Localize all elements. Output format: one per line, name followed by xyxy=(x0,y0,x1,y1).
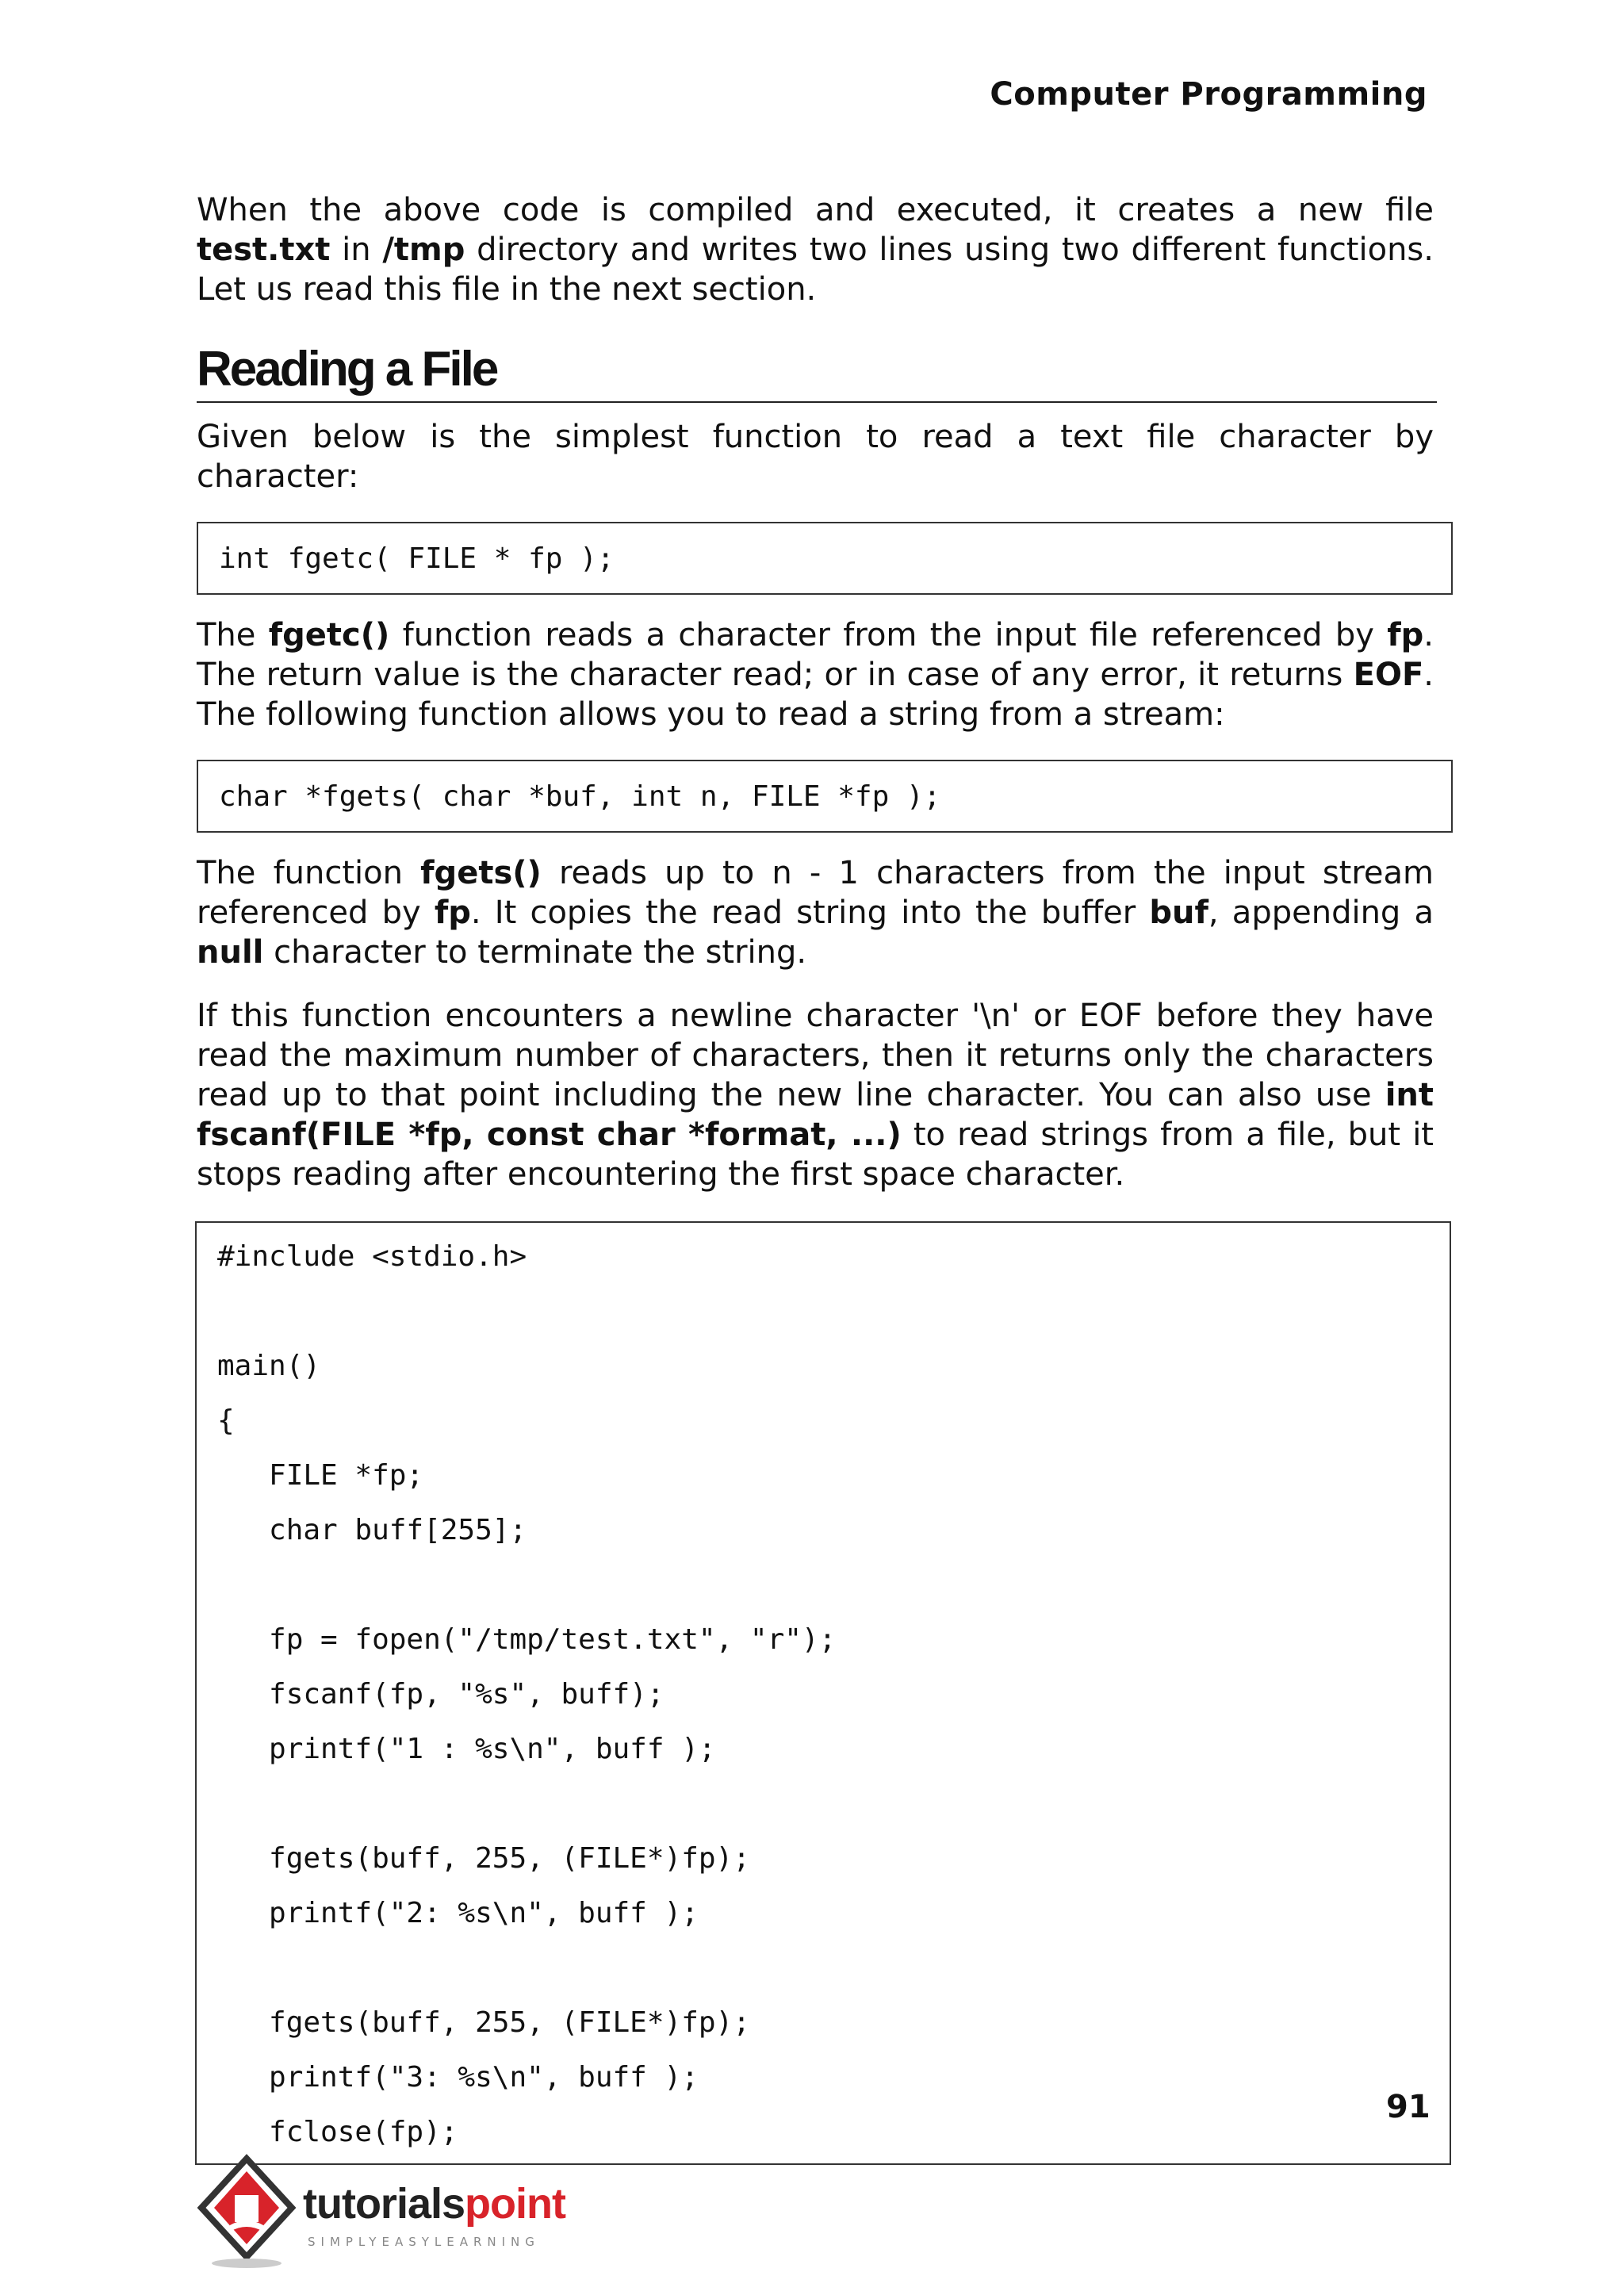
fgetc-paragraph: The fgetc() function reads a character from the input file referenced by fp. The return value is the character read; or in case of any error, it returns EOF. The following function allows you to read a string from a stream: xyxy=(197,617,1434,733)
filename-bold: test.txt xyxy=(197,232,331,268)
given-paragraph: Given below is the simplest function to read a text file character by character: xyxy=(197,419,1434,495)
code-line xyxy=(217,1293,1429,1348)
code-line: int fgetc( FILE * fp ); xyxy=(219,542,615,575)
logo-wordmark: tutorialspoint xyxy=(303,2180,565,2228)
directory-bold: /tmp xyxy=(382,232,465,268)
logo-tagline: SIMPLYEASYLEARNING xyxy=(308,2235,540,2249)
logo-diamond-icon xyxy=(195,2152,298,2271)
code-line: char buff[255]; xyxy=(217,1514,527,1546)
code-line: printf("3: %s\n", buff ); xyxy=(217,2061,699,2094)
code-line: fscanf(fp, "%s", buff); xyxy=(217,1678,665,1711)
tutorialspoint-logo xyxy=(195,2152,592,2271)
code-line: printf("2: %s\n", buff ); xyxy=(217,1897,699,1929)
code-block-fgets xyxy=(197,760,1453,833)
code-line: printf("1 : %s\n", buff ); xyxy=(217,1733,716,1765)
code-line: char *fgets( char *buf, int n, FILE *fp ); xyxy=(219,780,941,813)
code-line: fp = fopen("/tmp/test.txt", "r"); xyxy=(217,1623,837,1656)
code-line: #include <stdio.h> xyxy=(217,1240,527,1273)
code-line: fgets(buff, 255, (FILE*)fp); xyxy=(217,2006,750,2039)
page-content xyxy=(197,190,1434,2165)
code-line xyxy=(217,1950,1429,2005)
section-heading: Reading a File xyxy=(197,342,497,397)
fgets-paragraph: The function fgets() reads up to n - 1 characters from the input stream referenced by fp. It copies the read string into the buffer buf, appending a null character to terminate the string. xyxy=(197,855,1434,971)
code-block-fgetc xyxy=(197,522,1453,595)
page-number: 91 xyxy=(1386,2089,1431,2125)
code-line: fclose(fp); xyxy=(217,2116,458,2148)
running-header: Computer Programming xyxy=(990,76,1427,113)
code-line: fgets(buff, 255, (FILE*)fp); xyxy=(217,1842,750,1875)
heading-divider xyxy=(197,401,1437,403)
code-line: FILE *fp; xyxy=(217,1459,424,1492)
code-line xyxy=(217,1567,1429,1622)
newline-paragraph: If this function encounters a newline character '\n' or EOF before they have read the maximum number of characters, then it returns only the characters read up to that point including the new line character. You can also use int fscanf(FILE *fp, const char *format, ...) to read strings from a file, but it stops reading after encountering the first space character. xyxy=(197,998,1434,1193)
code-block-example xyxy=(195,1221,1451,2165)
intro-paragraph: When the above code is compiled and executed, it creates a new file test.txt in /tmp directory and writes two lines using two different functions. Let us read this file in the next section. xyxy=(197,192,1434,308)
code-line: main() xyxy=(217,1350,321,1382)
code-line: { xyxy=(217,1404,235,1437)
code-line xyxy=(217,1786,1429,1841)
